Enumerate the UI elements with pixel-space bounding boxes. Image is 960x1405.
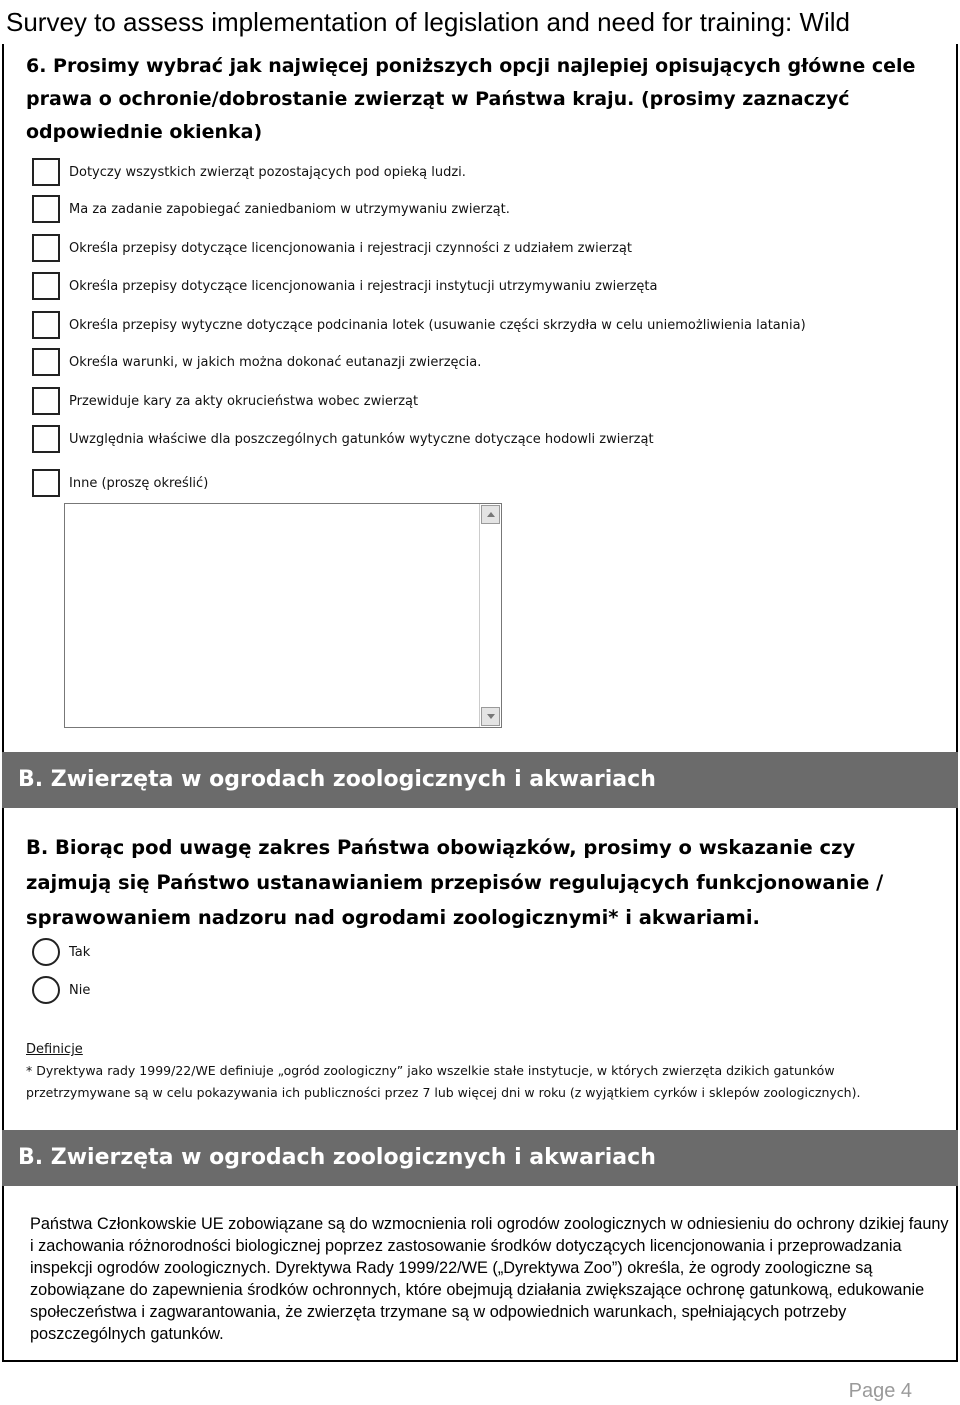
scroll-down-button[interactable] <box>481 707 500 726</box>
checkbox[interactable] <box>32 469 60 497</box>
definitions-text: * Dyrektywa rady 1999/22/WE definiuje „ogród zoologiczny” jako wszelkie stałe instytucje, w których zwierzęta dzikich gatunków przetrzymywane są w celu pokazywania ich publiczności przez 7 lub więcej dni w roku (z wyjątkiem cyrków i sklepów zoologicznych). <box>26 1063 861 1100</box>
option-licensing-activities[interactable] <box>32 233 632 263</box>
option-other[interactable] <box>32 468 208 498</box>
option-label: Określa warunki, w jakich można dokonać eutanazji zwierzęcia. <box>69 354 482 370</box>
option-all-animals[interactable] <box>32 157 466 187</box>
option-label: Określa przepisy dotyczące licencjonowania i rejestracji instytucji utrzymywaniu zwierzęta <box>69 278 658 294</box>
arrow-up-icon <box>487 512 495 517</box>
section-b-info-text: Państwa Członkowskie UE zobowiązane są do wzmocnienia roli ogrodów zoologicznych w odniesieniu do ochrony dzikiej fauny i zachowania różnorodności biologicznej poprzez zastosowanie środków dotyczących licencjonowania i przeprowadzania inspekcji ogrodów zoologicznych. Dyrektywa Rady 1999/22/WE („Dyrektywa Zoo”) określa, że ogrody zoologiczne są zobowiązane do zapewnienia środków ochronnych, które obejmują działania zwiększające ochronę gatunkową, edukowanie społeczeństwa i zagwarantowania, że zwierzęta trzymane są w odpowiednich warunkach, spełniających potrzeby poszczególnych gatunków. <box>30 1215 949 1343</box>
option-prevent-neglect[interactable] <box>32 194 510 224</box>
option-cruelty-penalties[interactable] <box>32 386 418 416</box>
option-label: Dotyczy wszystkich zwierząt pozostających pod opieką ludzi. <box>69 164 466 180</box>
checkbox[interactable] <box>32 387 60 415</box>
option-label: Określa przepisy dotyczące licencjonowania i rejestracji czynności z udziałem zwierząt <box>69 240 632 256</box>
option-species-guidelines[interactable] <box>32 424 654 454</box>
option-label: Nie <box>69 982 91 998</box>
option-licensing-institutions[interactable] <box>32 271 657 301</box>
checkbox[interactable] <box>32 234 60 262</box>
option-yes[interactable] <box>32 937 90 967</box>
option-wing-clipping[interactable] <box>32 310 806 340</box>
definitions-heading: Definicje <box>26 1042 83 1057</box>
option-no[interactable] <box>32 975 90 1005</box>
radio-button[interactable] <box>32 976 60 1004</box>
checkbox[interactable] <box>32 272 60 300</box>
question-b-title: B. Biorąc pod uwagę zakres Państwa obowiązków, prosimy o wskazanie czy zajmują się Państwo ustanawianiem przepisów regulujących funkcjonowanie / sprawowaniem nadzoru nad ogrodami zoologicznymi* i akwariami. <box>26 836 884 929</box>
question-6-title: 6. Prosimy wybrać jak najwięcej poniższych opcji najlepiej opisujących główne cele prawa o ochronie/dobrostanie zwierząt w Państwa kraju. (prosimy zaznaczyć odpowiednie okienka) <box>26 55 916 143</box>
scroll-up-button[interactable] <box>481 505 500 524</box>
checkbox[interactable] <box>32 158 60 186</box>
other-specify-textarea[interactable] <box>64 503 502 728</box>
radio-button[interactable] <box>32 938 60 966</box>
option-label: Uwzględnia właściwe dla poszczególnych gatunków wytyczne dotyczące hodowli zwierząt <box>69 431 654 447</box>
option-label: Przewiduje kary za akty okrucieństwa wobec zwierząt <box>69 393 419 409</box>
section-b-header: B. Zwierzęta w ogrodach zoologicznych i akwariach <box>2 752 958 808</box>
option-label: Tak <box>69 944 91 960</box>
vertical-scrollbar[interactable] <box>479 504 501 727</box>
survey-title: Survey to assess implementation of legislation and need for training: Wild <box>6 7 850 37</box>
option-euthanasia[interactable] <box>32 347 481 377</box>
arrow-down-icon <box>487 714 495 719</box>
checkbox[interactable] <box>32 195 60 223</box>
section-b-info-header: B. Zwierzęta w ogrodach zoologicznych i akwariach <box>2 1130 958 1186</box>
checkbox[interactable] <box>32 425 60 453</box>
page-number: Page 4 <box>848 1380 912 1402</box>
checkbox[interactable] <box>32 311 60 339</box>
option-label: Inne (proszę określić) <box>69 475 209 491</box>
option-label: Ma za zadanie zapobiegać zaniedbaniom w utrzymywaniu zwierząt. <box>69 201 510 217</box>
option-label: Określa przepisy wytyczne dotyczące podcinania lotek (usuwanie części skrzydła w celu uniemożliwienia latania) <box>69 317 806 333</box>
checkbox[interactable] <box>32 348 60 376</box>
